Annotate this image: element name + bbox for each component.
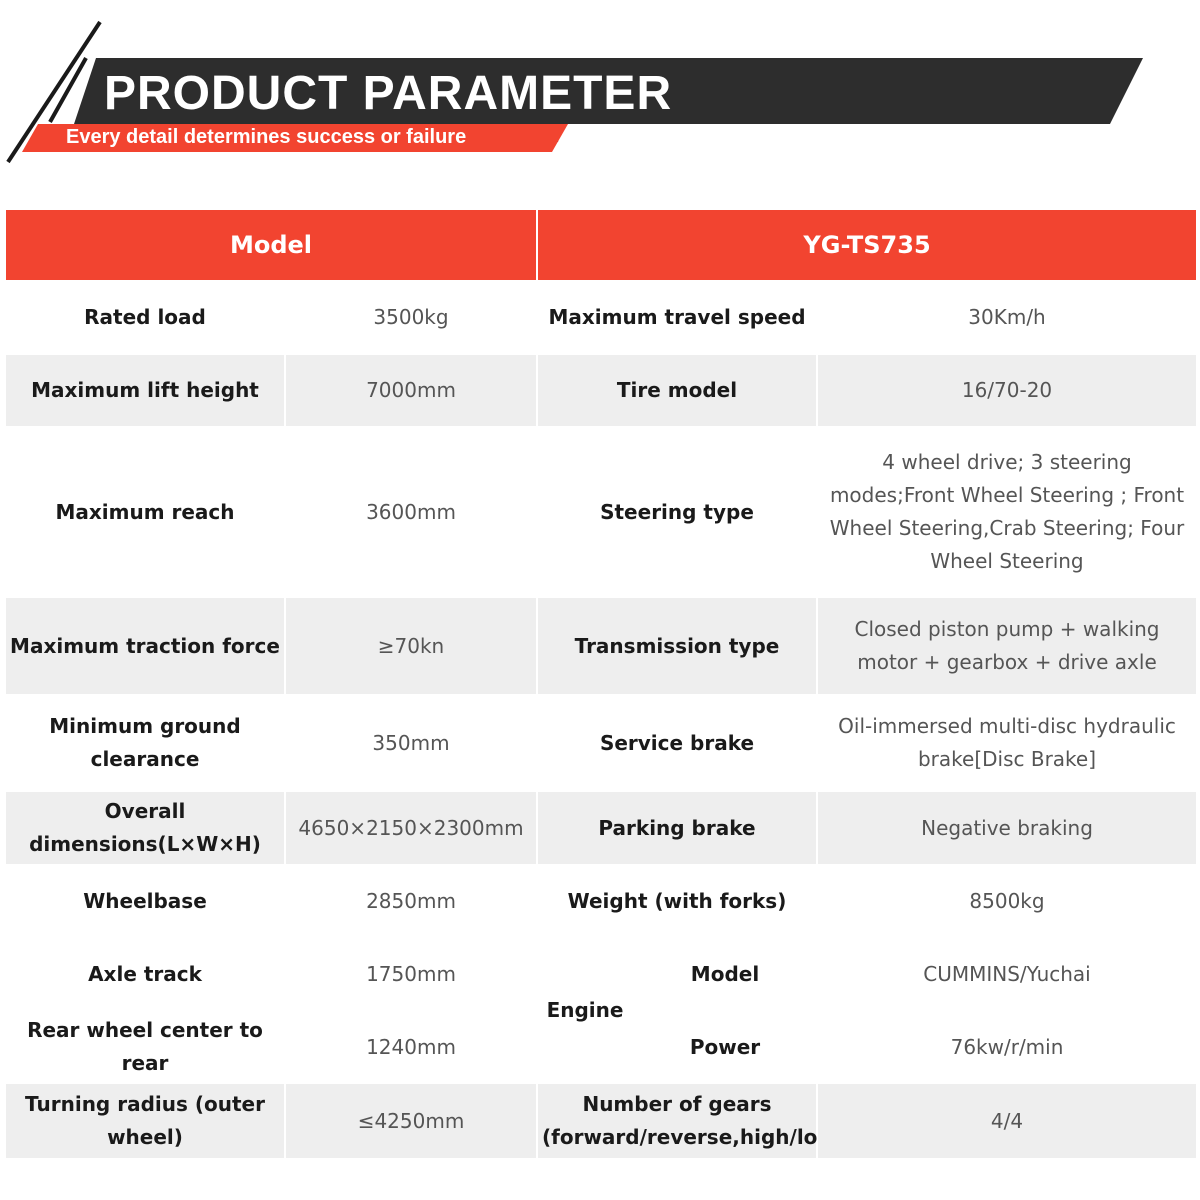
spec-value: 16/70-20 [817, 354, 1197, 427]
spec-label: Overall dimensions(L×W×H) [5, 791, 285, 865]
spec-value: 350mm [285, 695, 537, 791]
spec-label: Number of gears (forward/reverse,high/lo [537, 1083, 817, 1159]
spec-label: Maximum lift height [5, 354, 285, 427]
header-banner [0, 0, 1200, 180]
spec-value: ≥70kn [285, 597, 537, 695]
spec-label: Maximum traction force [5, 597, 285, 695]
spec-label: Parking brake [537, 791, 817, 865]
spec-label: Rated load [5, 281, 285, 354]
spec-value: 3600mm [285, 427, 537, 597]
spec-label: Tire model [537, 354, 817, 427]
spec-value: 76kw/r/min [817, 1011, 1197, 1083]
spec-value: 30Km/h [817, 281, 1197, 354]
spec-label: Wheelbase [5, 865, 285, 938]
table-header-row [5, 209, 1197, 281]
header-model-label: Model [5, 209, 537, 281]
table-row [5, 938, 1197, 1011]
spec-label: Power [633, 1011, 817, 1083]
spec-label: Weight (with forks) [537, 865, 817, 938]
table-row [5, 427, 1197, 597]
page-title: PRODUCT PARAMETER [104, 67, 673, 120]
spec-label: Axle track [5, 938, 285, 1011]
spec-value: 2850mm [285, 865, 537, 938]
spec-value: 4 wheel drive; 3 steering modes;Front Wheel Steering ; Front Wheel Steering,Crab Steering; Four Wheel Steering [817, 427, 1197, 597]
spec-value: 4/4 [817, 1083, 1197, 1159]
spec-label: Maximum reach [5, 427, 285, 597]
table-row [5, 695, 1197, 791]
table-row [5, 354, 1197, 427]
spec-label: Rear wheel center to rear [5, 1011, 285, 1083]
table-row [5, 597, 1197, 695]
spec-value: Negative braking [817, 791, 1197, 865]
spec-value: Closed piston pump + walking motor + gearbox + drive axle [817, 597, 1197, 695]
spec-value: 4650×2150×2300mm [285, 791, 537, 865]
spec-value: 1240mm [285, 1011, 537, 1083]
spec-label: Steering type [537, 427, 817, 597]
spec-table [4, 208, 1198, 1160]
spec-label: Turning radius (outer wheel) [5, 1083, 285, 1159]
spec-value: 7000mm [285, 354, 537, 427]
table-row [5, 791, 1197, 865]
spec-label: Minimum ground clearance [5, 695, 285, 791]
engine-group-label: Engine [537, 938, 633, 1083]
spec-label: Transmission type [537, 597, 817, 695]
header-model-value: YG-TS735 [537, 209, 1197, 281]
spec-label: Service brake [537, 695, 817, 791]
spec-value: ≤4250mm [285, 1083, 537, 1159]
spec-value: 3500kg [285, 281, 537, 354]
spec-value: 1750mm [285, 938, 537, 1011]
spec-value: CUMMINS/Yuchai [817, 938, 1197, 1011]
spec-value: Oil-immersed multi-disc hydraulic brake[Disc Brake] [817, 695, 1197, 791]
table-row [5, 865, 1197, 938]
spec-label: Model [633, 938, 817, 1011]
table-row [5, 281, 1197, 354]
table-row [5, 1083, 1197, 1159]
spec-value: 8500kg [817, 865, 1197, 938]
page-subtitle: Every detail determines success or failure [66, 126, 467, 148]
spec-label: Maximum travel speed [537, 281, 817, 354]
